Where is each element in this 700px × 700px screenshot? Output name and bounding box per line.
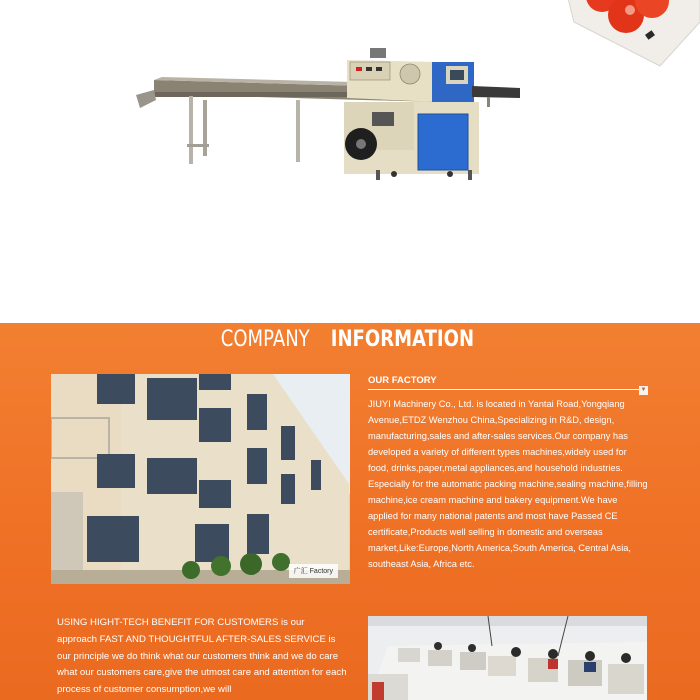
tomato-package-image[interactable] xyxy=(560,0,700,72)
scroll-down-icon[interactable]: ▼ xyxy=(640,387,647,393)
workshop-illustration xyxy=(368,616,647,700)
factory-photo-caption: 广汇 Factory xyxy=(289,564,338,578)
heading-light-word: COMPANY xyxy=(220,327,310,352)
our-factory-title: OUR FACTORY xyxy=(368,375,437,386)
title-divider xyxy=(368,387,648,393)
service-principle-text: USING HIGHT-TECH BENEFIT FOR CUSTOMERS is our approach FAST AND THOUGHTFUL AFTER-SALES SERVICE is our principle we do think what our customers think and we do care what our customers care,give the utmost care and attention for each process of customer consumption,we will xyxy=(57,617,347,696)
section-heading xyxy=(0,327,700,352)
our-factory-block xyxy=(368,375,648,572)
factory-building-illustration xyxy=(51,374,350,584)
product-hero xyxy=(0,0,700,323)
packing-machine-image[interactable] xyxy=(132,40,527,190)
workshop-photo[interactable] xyxy=(368,616,647,700)
our-factory-text: JIUYI Machinery Co., Ltd. is located in Yantai Road,Yongqiang Avenue,ETDZ Wenzhou China,Specializing in R&D, design, manufacturing,sales and after-sales services.Our company has developed a variety of different types machines,widely used for food, drinks,paper,metal appliances,and household industries. Especially for the automatic packing machine,sealing machine,filling machine,ice cream machine and bakery equipment.We have applied for many national patents and most have Passed CE certificate,Products well selling in domestic and overseas market,Like:Europe,North America,South America, Central Asia, southeast Asia, Africa etc. xyxy=(368,399,648,569)
company-information-section xyxy=(0,323,700,700)
factory-building-photo[interactable] xyxy=(51,374,350,584)
heading-bold-word: INFORMATION xyxy=(330,327,474,352)
